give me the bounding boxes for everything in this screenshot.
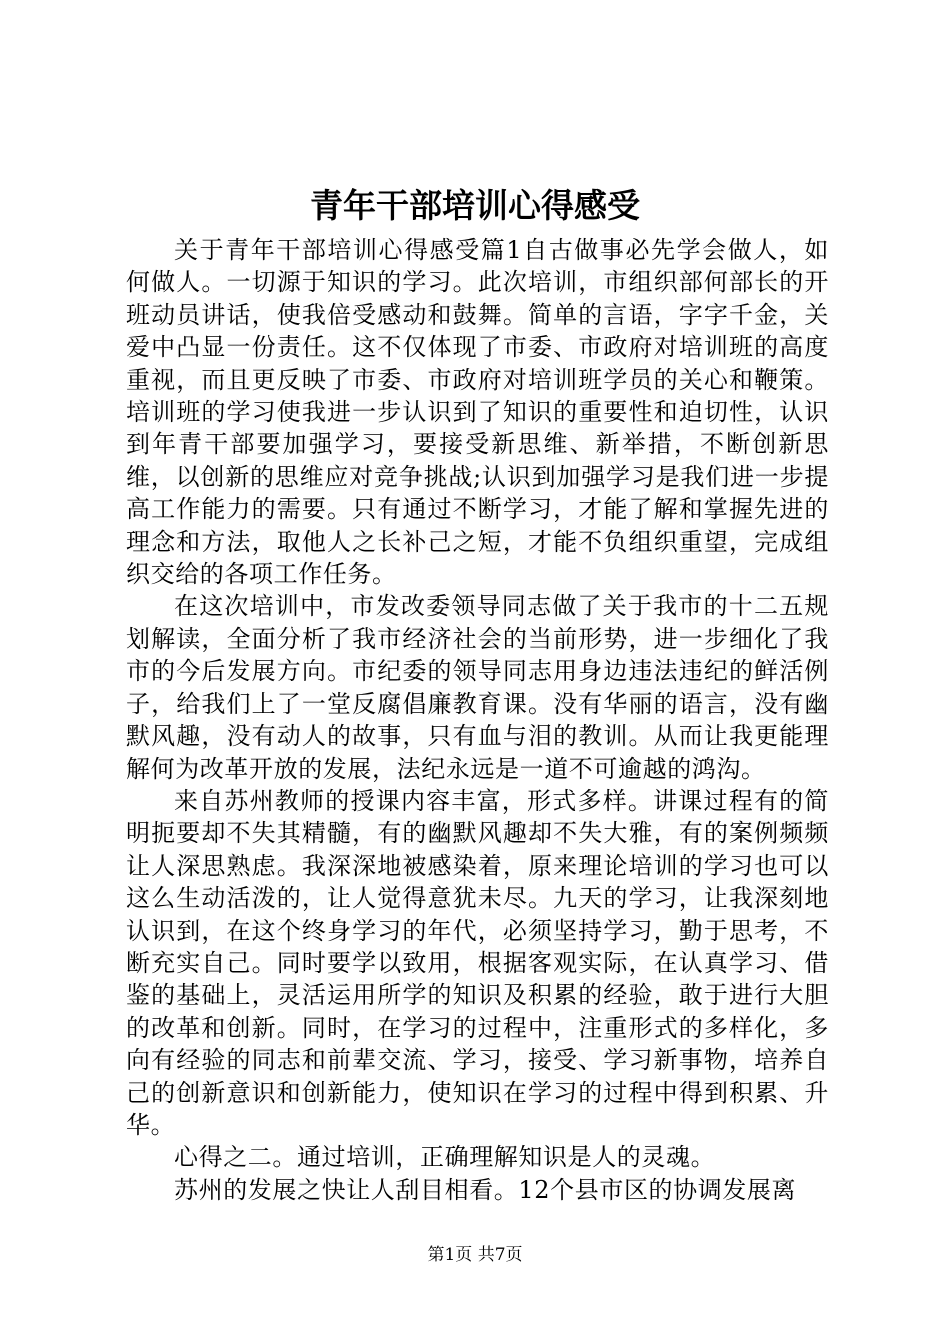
paragraph-1: 关于青年干部培训心得感受篇1自古做事必先学会做人，如何做人。一切源于知识的学习。此次培训，市组织部何部长的开班动员讲话，使我倍受感动和鼓舞。简单的言语，字字千金，关爱中凸显一份责任。这不仅体现了市委、市政府对培训班的高度重视，而且更反映了市委、市政府对培训班学员的关心和鞭策。培训班的学习使我进一步认识到了知识的重要性和迫切性，认识到年青干部要加强学习，要接受新思维、新举措，不断创新思维，以创新的思维应对竞争挑战;认识到加强学习是我们进一步提高工作能力的需要。只有通过不断学习，才能了解和掌握先进的理念和方法，取他人之长补己之短，才能不负组织重望，完成组织交给的各项工作任务。 <box>126 236 829 589</box>
paragraph-3: 来自苏州教师的授课内容丰富，形式多样。讲课过程有的简明扼要却不失其精髓，有的幽默风趣却不失大雅，有的案例频频让人深思熟虑。我深深地被感染着，原来理论培训的学习也可以这么生动活泼的，让人觉得意犹未尽。九天的学习，让我深刻地认识到，在这个终身学习的年代，必须坚持学习，勤于思考，不断充实自己。同时要学以致用，根据客观实际，在认真学习、借鉴的基础上，灵活运用所学的知识及积累的经验，敢于进行大胆的改革和创新。同时，在学习的过程中，注重形式的多样化，多向有经验的同志和前辈交流、学习，接受、学习新事物，培养自己的创新意识和创新能力，使知识在学习的过程中得到积累、升华。 <box>126 786 829 1139</box>
paragraph-2: 在这次培训中，市发改委领导同志做了关于我市的十二五规划解读，全面分析了我市经济社会的当前形势，进一步细化了我市的今后发展方向。市纪委的领导同志用身边违法违纪的鲜活例子，给我们上了一堂反腐倡廉教育课。没有华丽的语言，没有幽默风趣，没有动人的故事，只有血与泪的教训。从而让我更能理解何为改革开放的发展，法纪永远是一道不可逾越的鸿沟。 <box>126 592 829 783</box>
paragraph-4: 心得之二。通过培训，正确理解知识是人的灵魂。 <box>174 1143 716 1172</box>
page-footer: 第1页 共7页 <box>427 1245 523 1265</box>
paragraph-5: 苏州的发展之快让人刮目相看。12个县市区的协调发展离 <box>174 1175 797 1204</box>
document-body <box>126 234 829 1206</box>
document-title: 青年干部培训心得感受 <box>310 186 640 225</box>
